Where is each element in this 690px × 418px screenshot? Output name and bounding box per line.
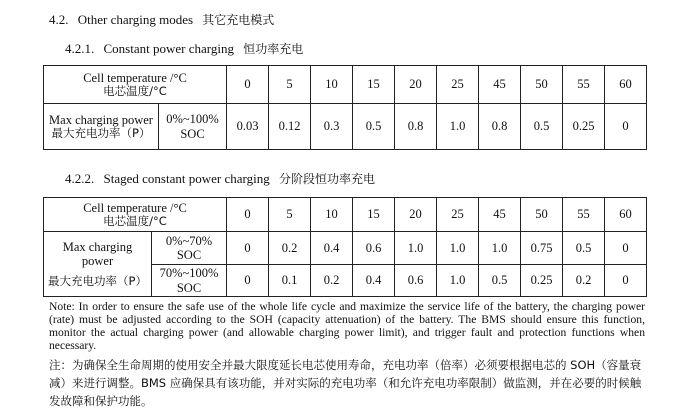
soc-range: 70%~100% (159, 266, 219, 281)
temp-cell: 45 (479, 198, 521, 232)
temperature-header-cell (44, 66, 227, 104)
value-cell: 0.8 (395, 104, 437, 150)
value-cell: 0.2 (563, 265, 605, 297)
subsection-title-en: Constant power charging (103, 41, 234, 56)
value-cell: 0 (227, 232, 269, 265)
subsection-title-cn: 恒功率充电 (243, 42, 304, 56)
section-heading (49, 11, 274, 28)
section-number: 4.2. (49, 12, 69, 27)
value-cell: 0 (227, 265, 269, 297)
temperature-label-en: Cell temperature /°C (83, 70, 187, 85)
temp-cell: 10 (311, 66, 353, 104)
temp-cell: 0 (227, 198, 269, 232)
temp-cell: 25 (437, 66, 479, 104)
soc-cell (159, 104, 227, 150)
value-cell: 1.0 (437, 265, 479, 297)
soc-cell (152, 265, 227, 297)
row-label-cell (44, 232, 152, 297)
staged-power-table (43, 197, 647, 297)
temp-cell: 50 (521, 198, 563, 232)
temp-cell: 60 (605, 198, 647, 232)
temp-cell: 0 (227, 66, 269, 104)
table-header-row (44, 66, 647, 104)
table-header-row (44, 198, 647, 232)
value-cell: 1.0 (437, 232, 479, 265)
value-cell: 0.03 (227, 104, 269, 150)
temperature-header-cell (44, 198, 227, 232)
row-label-en: Max charging (62, 240, 133, 255)
temp-cell: 45 (479, 66, 521, 104)
value-cell: 0.75 (521, 232, 563, 265)
temp-cell: 25 (437, 198, 479, 232)
row-label-en-cont: power (81, 254, 114, 269)
temp-cell: 15 (353, 66, 395, 104)
value-cell: 0.4 (353, 265, 395, 297)
value-cell: 0.2 (269, 232, 311, 265)
temperature-label-en: Cell temperature /°C (83, 200, 187, 215)
value-cell: 0.5 (563, 232, 605, 265)
temp-cell: 5 (269, 66, 311, 104)
value-cell: 0.5 (521, 104, 563, 150)
temp-cell: 55 (563, 198, 605, 232)
section-title-cn: 其它充电模式 (202, 13, 275, 27)
value-cell: 0.12 (269, 104, 311, 150)
soc-unit: SOC (176, 248, 202, 262)
temperature-label-cn: 电芯温度/°C (103, 84, 167, 99)
row-label-cell (44, 104, 159, 150)
soc-range: 0%~70% (165, 233, 213, 248)
value-cell: 0.8 (479, 104, 521, 150)
temp-cell: 10 (311, 198, 353, 232)
temp-cell: 5 (269, 198, 311, 232)
value-cell: 0.3 (311, 104, 353, 150)
temp-cell: 15 (353, 198, 395, 232)
value-cell: 0.5 (479, 265, 521, 297)
subsection-title-en: Staged constant power charging (103, 171, 270, 186)
value-cell: 0.4 (311, 232, 353, 265)
soc-cell (152, 232, 227, 265)
note-english: Note: In order to ensure the safe use of the whole life cycle and maximize the service life of the battery, the charging power (rate) must be adjusted according to the SOH (capacity attenuation) of the battery. The BMS should ensure this function, monitor the actual charging power (and allowable charging power limit), and trigger fault and protection functions when necessary. (49, 300, 645, 352)
table-row (44, 104, 647, 150)
value-cell: 1.0 (437, 104, 479, 150)
section-title-en: Other charging modes (77, 12, 194, 27)
temp-cell: 20 (395, 198, 437, 232)
subsection-heading-staged-power (65, 170, 375, 187)
row-label-en: Max charging power (49, 112, 153, 127)
subsection-number: 4.2.1. (65, 41, 95, 56)
value-cell: 0 (605, 232, 647, 265)
subsection-heading-constant-power (65, 40, 303, 57)
value-cell: 0.1 (269, 265, 311, 297)
temp-cell: 20 (395, 66, 437, 104)
row-label-cn: 最大充电功率（P） (51, 126, 151, 141)
soc-range: 0%~100% (166, 112, 219, 127)
value-cell: 0.25 (521, 265, 563, 297)
value-cell: 0.2 (311, 265, 353, 297)
value-cell: 0 (605, 104, 647, 150)
temp-cell: 55 (563, 66, 605, 104)
constant-power-table (43, 65, 647, 150)
temp-cell: 50 (521, 66, 563, 104)
value-cell: 1.0 (479, 232, 521, 265)
value-cell: 0.6 (395, 265, 437, 297)
note-chinese: 注：为确保全生命周期的使用安全并最大限度延长电芯使用寿命，充电功率（倍率）必须要根据电芯的 SOH（容量衰减）来进行调整。BMS 应确保具有该功能，并对实际的充电功率（和允许充电功率限制）做监测，并在必要的时候触发故障和保护功能。 (49, 358, 642, 408)
value-cell: 0 (605, 265, 647, 297)
temperature-label-cn: 电芯温度/°C (103, 214, 167, 229)
value-cell: 0.6 (353, 232, 395, 265)
table-row (44, 232, 647, 265)
value-cell: 1.0 (395, 232, 437, 265)
subsection-title-cn: 分阶段恒功率充电 (278, 172, 375, 186)
temp-cell: 60 (605, 66, 647, 104)
value-cell: 0.5 (353, 104, 395, 150)
subsection-number: 4.2.2. (65, 171, 95, 186)
soc-unit: SOC (176, 280, 202, 295)
row-label-cn: 最大充电功率（P） (48, 273, 147, 288)
value-cell: 0.25 (563, 104, 605, 150)
soc-unit: SOC (180, 126, 205, 141)
